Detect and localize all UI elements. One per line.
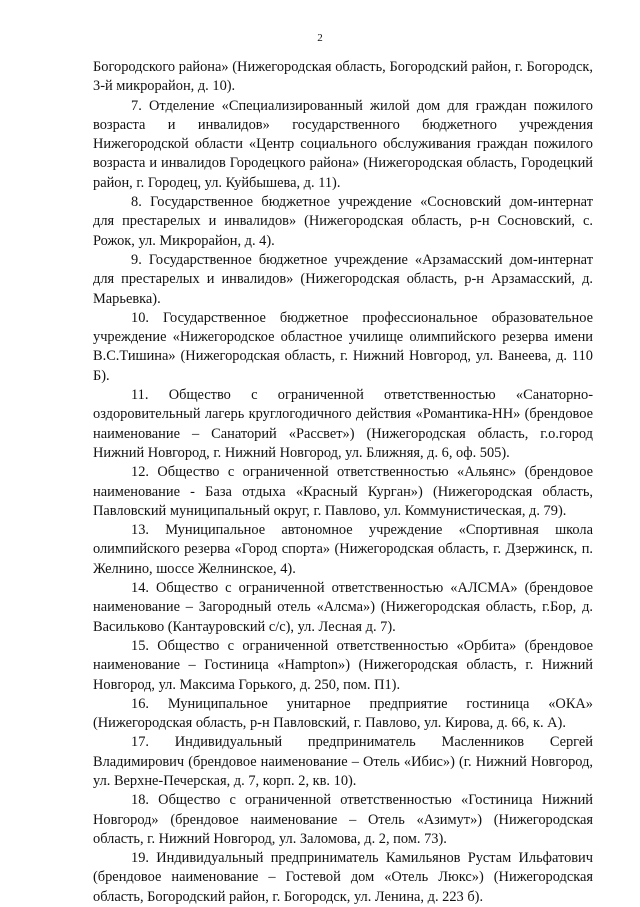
list-item: 15. Общество с ограниченной ответственностью «Орбита» (брендовое наименование – Гостиница «Hampton») (Нижегородская область, г. Нижний Новгород, ул. Максима Горького, д. 250, пом. П1).: [93, 637, 593, 693]
list-item: 12. Общество с ограниченной ответственностью «Альянс» (брендовое наименование - База отдыха «Красный Курган») (Нижегородская область, Павловский муниципальный округ, г. Павлово, ул. Коммунистическая, д. 79).: [93, 464, 593, 519]
list-item: 19. Индивидуальный предприниматель Камильянов Рустам Ильфатович (брендовое наименование – Гостевой дом «Отель Люкс») (Нижегородская область, Богородский район, г. Богородск, ул. Ленина, д. 223 б).: [93, 850, 593, 905]
document-body: [93, 58, 593, 907]
list-item: Богородского района» (Нижегородская область, Богородский район, г. Богородск, 3-й микрорайон, д. 10).: [93, 59, 593, 95]
page-number: 2: [317, 32, 323, 44]
list-item: 8. Государственное бюджетное учреждение «Сосновский дом-интернат для престарелых и инвалидов» (Нижегородская область, р-н Сосновский, с. Рожок, ул. Микрорайон, д. 4).: [93, 194, 593, 249]
list-item: 11. Общество с ограниченной ответственностью «Санаторно-оздоровительный лагерь круглогодичного действия «Романтика-НН» (брендовое наименование – Санаторий «Рассвет») (Нижегородская область, г.о.город Нижний Новгород, г. Нижний Новгород, ул. Ближняя, д. 6, оф. 505).: [93, 387, 593, 461]
list-item: 9. Государственное бюджетное учреждение «Арзамасский дом-интернат для престарелых и инвалидов» (Нижегородская область, р-н Арзамасский, д. Марьевка).: [93, 251, 593, 307]
list-item: 17. Индивидуальный предприниматель Масленников Сергей Владимирович (брендовое наименование – Отель «Ибис») (г. Нижний Новгород, ул. Верхне-Печерская, д. 7, корп. 2, кв. 10).: [93, 734, 593, 789]
list-item: 13. Муниципальное автономное учреждение «Спортивная школа олимпийского резерва «Город спорта» (Нижегородская область, г. Дзержинск, п. Желнино, шоссе Желнинское, 4).: [93, 522, 593, 577]
list-item: 16. Муниципальное унитарное предприятие гостиница «ОКА» (Нижегородская область, р-н Павловский, г. Павлово, ул. Кирова, д. 66, к. А).: [93, 695, 593, 732]
list-item: 10. Государственное бюджетное профессиональное образовательное учреждение «Нижегородское областное училище олимпийского резерва имени В.С.Тишина» (Нижегородская область, г. Нижний Новгород, ул. Ванеева, д. 110 Б).: [93, 309, 593, 384]
list-item: 18. Общество с ограниченной ответственностью «Гостиница Нижний Новгород» (брендовое наименование – Отель «Азимут») (Нижегородская область, г. Нижний Новгород, ул. Заломова, д. 2, пом. 73).: [93, 792, 593, 847]
list-item: 7. Отделение «Специализированный жилой дом для граждан пожилого возраста и инвалидов» государственного бюджетного учреждения Нижегородской области «Центр социального обслуживания граждан пожилого возраста и инвалидов Городецкого района» (Нижегородская область, Городецкий район, г. Городец, ул. Куйбышева, д. 11).: [93, 97, 593, 191]
list-item: 14. Общество с ограниченной ответственностью «АЛСМА» (брендовое наименование – Загородный отель «Алсма») (Нижегородская область, г.Бор, д. Васильково (Кантауровский с/с), ул. Лесная д. 7).: [93, 580, 593, 635]
